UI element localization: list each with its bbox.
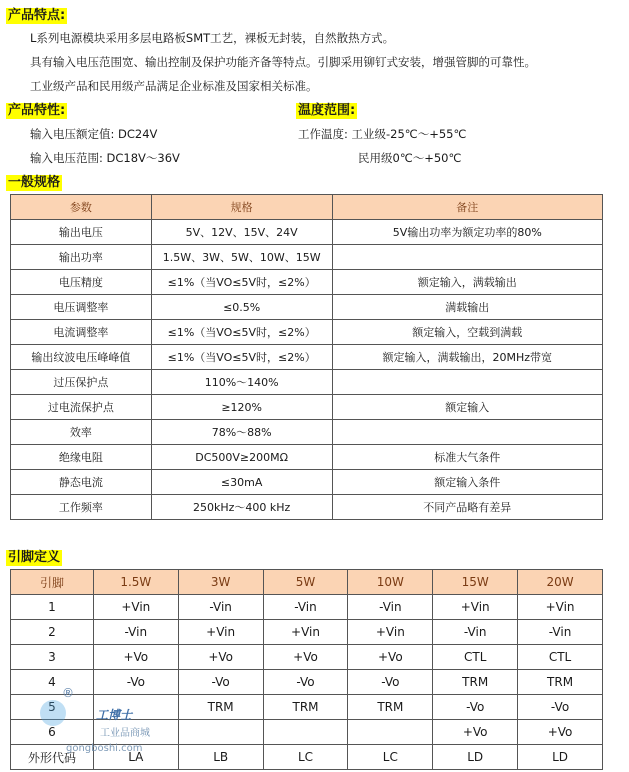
column-header: 3W [178, 570, 263, 595]
table-cell: -Vin [348, 595, 433, 620]
table-row [11, 495, 603, 520]
table-cell: ≤0.5% [151, 295, 332, 320]
input-rated-voltage: 输入电压额定值: DC24V [30, 127, 158, 141]
column-header: 备注 [332, 195, 602, 220]
table-row [11, 395, 603, 420]
table-cell: TRM [433, 670, 518, 695]
table-cell: TRM [178, 695, 263, 720]
table-cell: 额定输入，空载到满载 [332, 320, 602, 345]
table-cell: ≥120% [151, 395, 332, 420]
watermark-logo-icon [40, 700, 66, 726]
table-cell: 5V输出功率为额定功率的80% [332, 220, 602, 245]
table-row [11, 470, 603, 495]
table-cell: LD [433, 745, 518, 770]
table-cell: +Vo [518, 720, 603, 745]
table-cell: -Vin [433, 620, 518, 645]
table-cell: 输出纹波电压峰峰值 [11, 345, 152, 370]
table-cell: +Vin [178, 620, 263, 645]
table-cell: LC [348, 745, 433, 770]
general-specs-title: 一般规格 [8, 175, 61, 190]
table-cell: 1.5W、3W、5W、10W、15W [151, 245, 332, 270]
table-cell: 电流调整率 [11, 320, 152, 345]
table-cell: TRM [348, 695, 433, 720]
column-header: 10W [348, 570, 433, 595]
characteristics-title: 产品特性: [8, 103, 66, 118]
table-row [11, 420, 603, 445]
table-row [11, 645, 603, 670]
input-voltage-range: 输入电压范围: DC18V～36V [30, 151, 180, 165]
table-row [11, 295, 603, 320]
table-row [11, 320, 603, 345]
table-cell: CTL [433, 645, 518, 670]
table-cell: +Vo [263, 645, 348, 670]
column-header: 5W [263, 570, 348, 595]
table-row [11, 245, 603, 270]
features-line: L系列电源模块采用多层电路板SMT工艺，裸板无封装，自然散热方式。 [30, 31, 395, 45]
column-header: 20W [518, 570, 603, 595]
watermark-brand: 工博士 [96, 708, 133, 722]
table-cell: 输出电压 [11, 220, 152, 245]
table-row [11, 370, 603, 395]
table-cell: 4 [11, 670, 94, 695]
table-cell: 工作频率 [11, 495, 152, 520]
table-cell: 满载输出 [332, 295, 602, 320]
table-cell: 78%～88% [151, 420, 332, 445]
table-cell: 过压保护点 [11, 370, 152, 395]
table-row [11, 445, 603, 470]
table-cell: -Vo [93, 670, 178, 695]
table-row [11, 595, 603, 620]
table-cell: 额定输入条件 [332, 470, 602, 495]
table-cell: 1 [11, 595, 94, 620]
table-cell [348, 720, 433, 745]
table-cell: ≤1%（当VO≤5V时，≤2%） [151, 320, 332, 345]
table-cell: 输出功率 [11, 245, 152, 270]
column-header: 参数 [11, 195, 152, 220]
features-line: 具有输入电压范围宽、输出控制及保护功能齐备等特点。引脚采用铆钉式安装，增强管脚的可靠性。 [30, 55, 536, 69]
table-cell: +Vin [518, 595, 603, 620]
table-cell: -Vo [263, 670, 348, 695]
watermark-tagline: 工业品商城 [100, 728, 150, 739]
table-cell: +Vo [433, 720, 518, 745]
pin-definition-table [10, 569, 603, 770]
table-cell: 电压精度 [11, 270, 152, 295]
table-cell: CTL [518, 645, 603, 670]
table-cell: LB [178, 745, 263, 770]
table-cell: 标准大气条件 [332, 445, 602, 470]
table-cell: 静态电流 [11, 470, 152, 495]
table-cell: -Vo [433, 695, 518, 720]
table-cell: TRM [263, 695, 348, 720]
table-cell: 250kHz～400 kHz [151, 495, 332, 520]
column-header: 引脚 [11, 570, 94, 595]
table-header-row [11, 570, 603, 595]
table-cell [178, 720, 263, 745]
table-row [11, 670, 603, 695]
table-cell: LD [518, 745, 603, 770]
table-cell: +Vo [348, 645, 433, 670]
table-header-row [11, 195, 603, 220]
table-cell [263, 720, 348, 745]
table-row [11, 345, 603, 370]
table-cell: 额定输入 [332, 395, 602, 420]
table-cell: 110%～140% [151, 370, 332, 395]
table-cell: 绝缘电阻 [11, 445, 152, 470]
column-header: 规格 [151, 195, 332, 220]
table-cell: 过电流保护点 [11, 395, 152, 420]
table-cell: 5V、12V、15V、24V [151, 220, 332, 245]
column-header: 1.5W [93, 570, 178, 595]
table-cell: DC500V≥200MΩ [151, 445, 332, 470]
table-cell: -Vo [348, 670, 433, 695]
table-cell: TRM [518, 670, 603, 695]
table-cell: 电压调整率 [11, 295, 152, 320]
table-cell: LA [93, 745, 178, 770]
table-cell: 3 [11, 645, 94, 670]
table-cell: -Vo [178, 670, 263, 695]
table-row [11, 620, 603, 645]
civil-temperature: 民用级0℃～+50℃ [358, 151, 462, 165]
general-specs-table [10, 194, 603, 520]
watermark-url: gongboshi.com [66, 743, 143, 754]
table-cell: -Vin [178, 595, 263, 620]
industrial-temperature: 工作温度: 工业级-25℃～+55℃ [298, 127, 467, 141]
table-cell: +Vo [93, 645, 178, 670]
watermark-registered-icon: ® [62, 686, 74, 700]
table-cell: ≤1%（当VO≤5V时，≤2%） [151, 270, 332, 295]
table-cell: 外形代码 [11, 745, 94, 770]
table-cell [332, 370, 602, 395]
pin-definition-title: 引脚定义 [8, 550, 61, 565]
table-cell: 6 [11, 720, 94, 745]
table-cell [332, 245, 602, 270]
table-cell [332, 420, 602, 445]
table-cell: +Vin [93, 595, 178, 620]
table-cell: ≤30mA [151, 470, 332, 495]
table-row [11, 220, 603, 245]
table-cell: 额定输入，满载输出 [332, 270, 602, 295]
features-line: 工业级产品和民用级产品满足企业标准及国家相关标准。 [30, 79, 318, 93]
table-cell: LC [263, 745, 348, 770]
table-cell: 2 [11, 620, 94, 645]
table-cell: 效率 [11, 420, 152, 445]
column-header: 15W [433, 570, 518, 595]
table-row [11, 270, 603, 295]
table-cell: +Vin [263, 620, 348, 645]
table-cell: -Vo [518, 695, 603, 720]
table-cell: +Vo [178, 645, 263, 670]
table-cell: +Vin [348, 620, 433, 645]
table-cell: -Vin [518, 620, 603, 645]
table-cell: 5 [11, 695, 94, 720]
temperature-title: 温度范围: [298, 103, 356, 118]
table-cell: 额定输入，满载输出，20MHz带宽 [332, 345, 602, 370]
table-cell: ≤1%（当VO≤5V时，≤2%） [151, 345, 332, 370]
table-cell: +Vin [433, 595, 518, 620]
table-cell: -Vin [93, 620, 178, 645]
features-title: 产品特点: [8, 8, 66, 23]
table-cell: 不同产品略有差异 [332, 495, 602, 520]
table-cell: -Vin [263, 595, 348, 620]
